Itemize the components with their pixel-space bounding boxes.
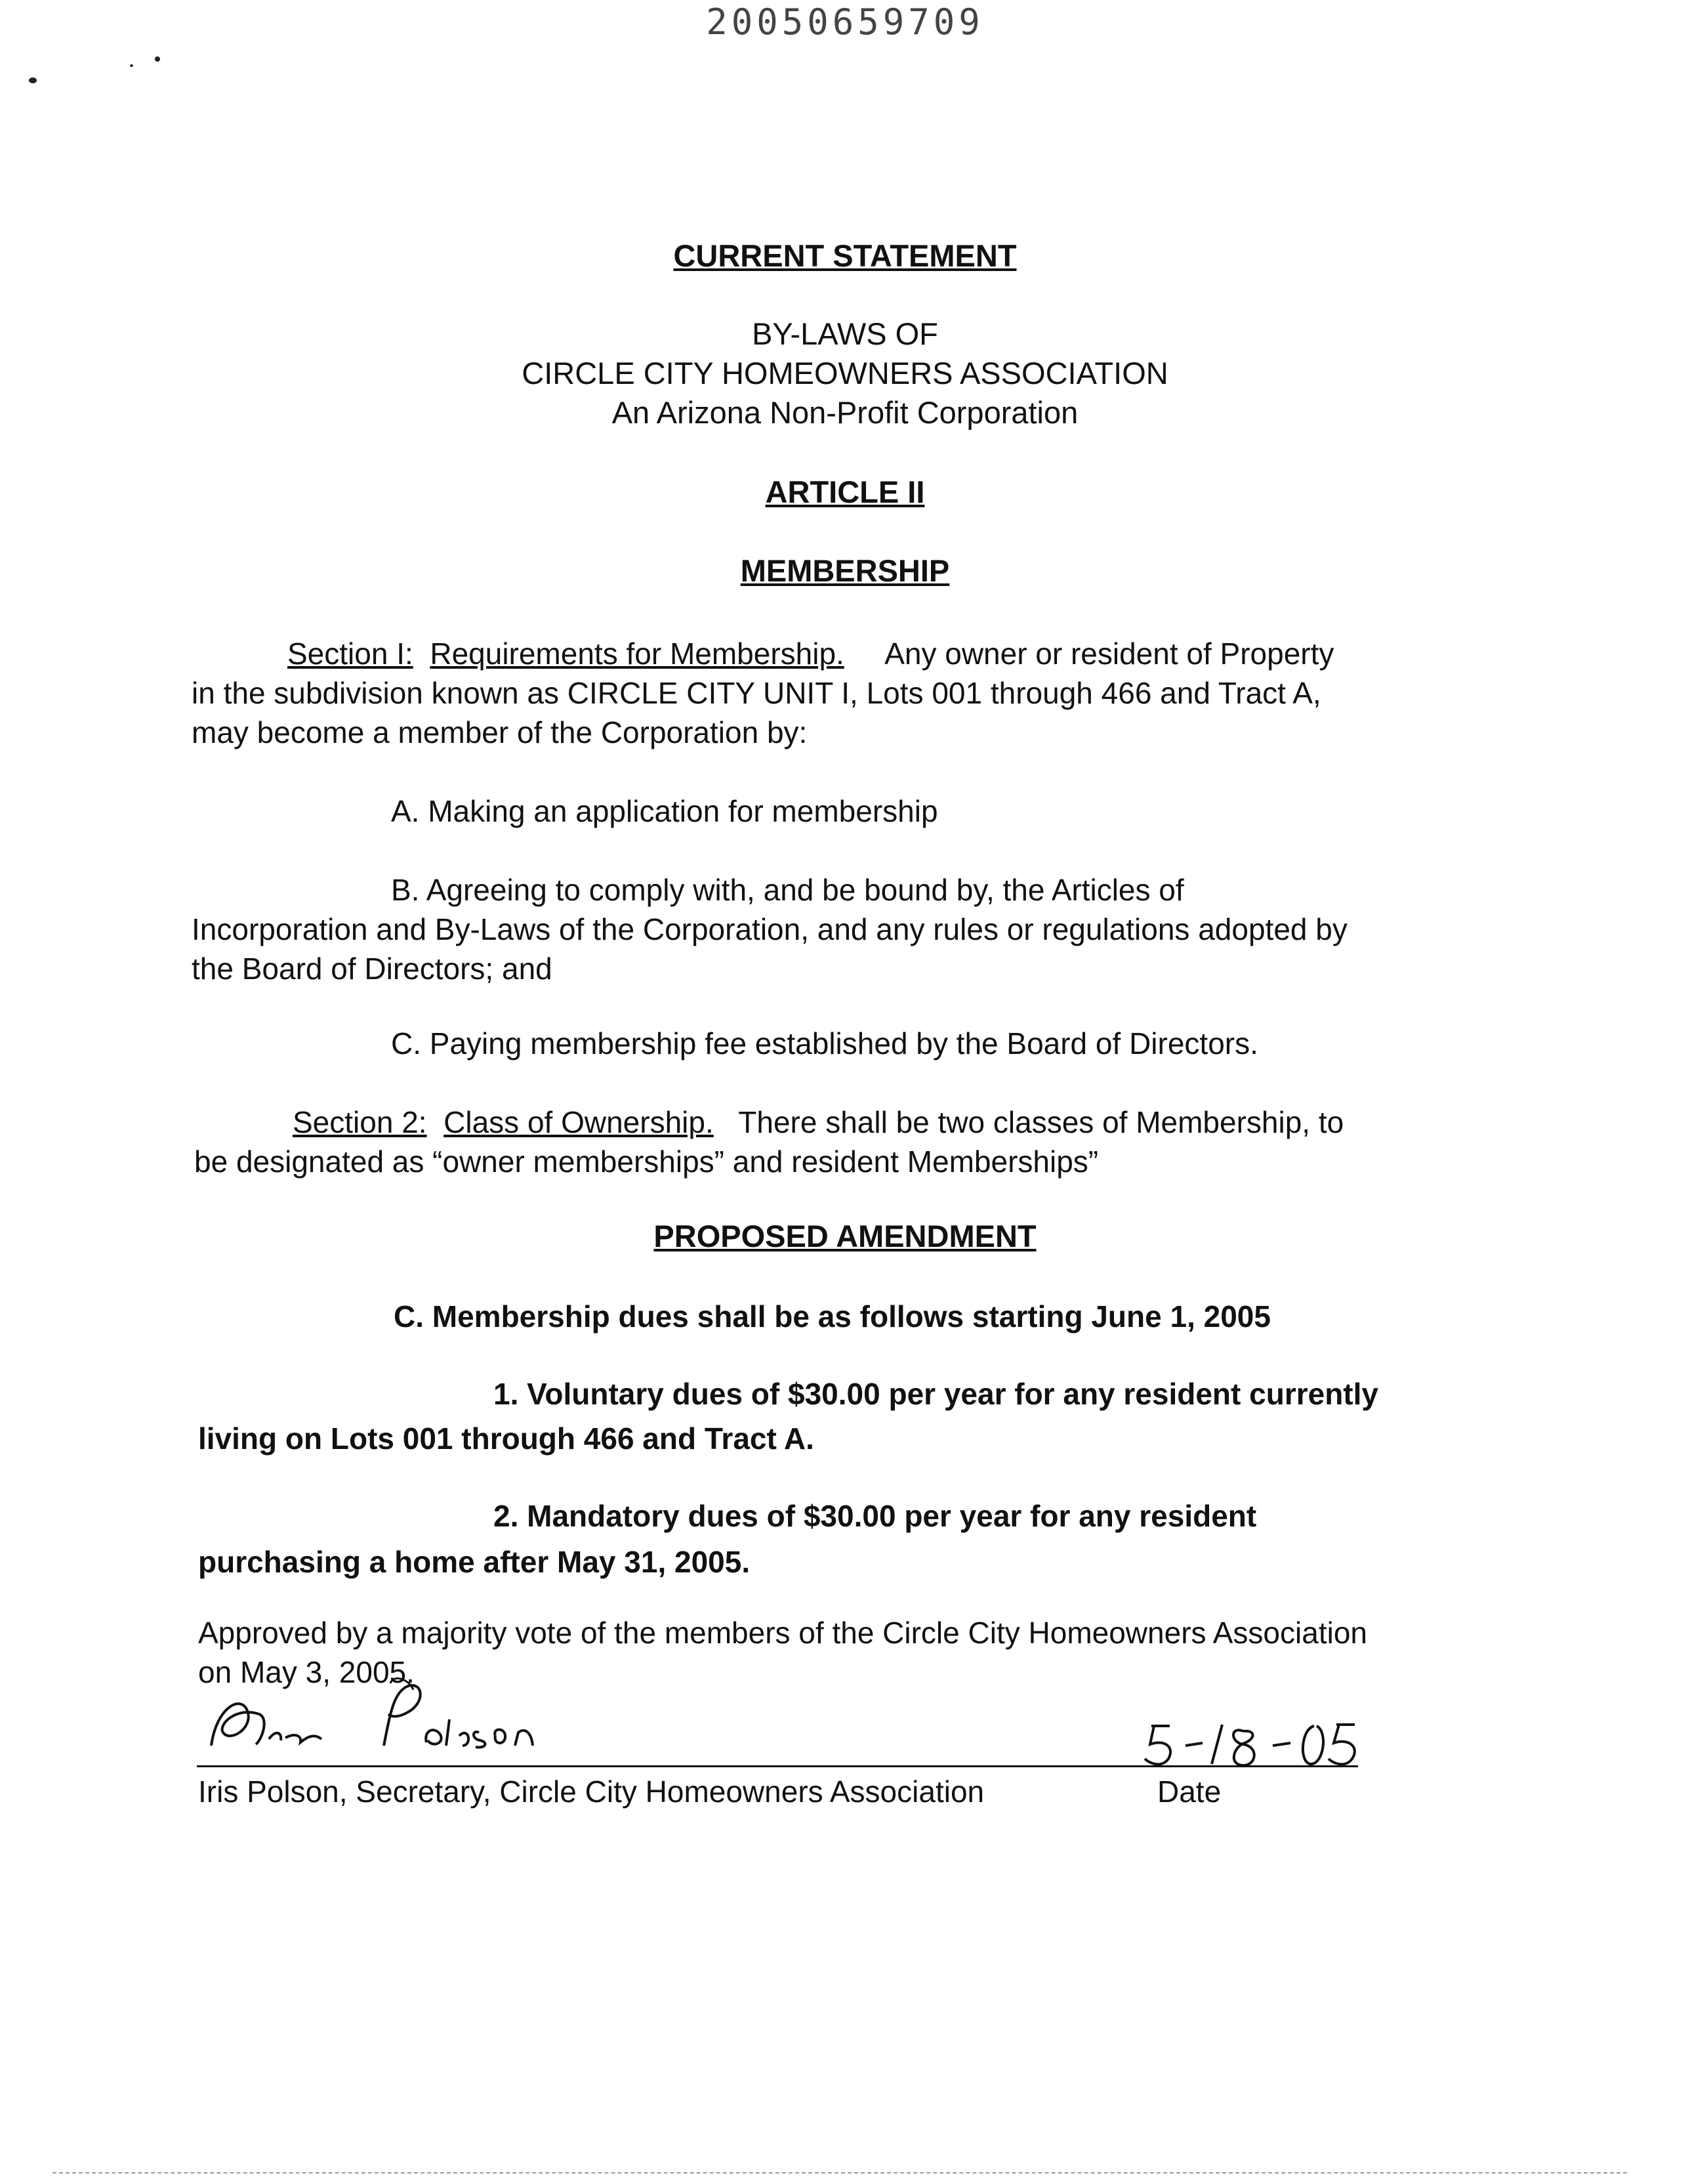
section-1-line-2: in the subdivision known as CIRCLE CITY UNIT I, Lots 001 through 466 and Tract A, [192,676,1321,710]
section-2-line-2: be designated as “owner memberships” and resident Memberships” [194,1144,1099,1179]
section-2-text: There shall be two classes of Membership, to [738,1105,1344,1139]
article-heading: ARTICLE II [765,474,925,509]
item-b-line-3: the Board of Directors; and [192,952,552,986]
section-1-label: Section I: [287,637,413,671]
current-statement-heading: CURRENT STATEMENT [673,238,1017,273]
handwritten-date [1138,1706,1374,1778]
amendment-c: C. Membership dues shall be as follows starting June 1, 2005 [394,1299,1271,1334]
section-1-line-1 [287,634,1334,673]
section-1-text: Any owner or resident of Property [884,637,1334,671]
approval-line-1: Approved by a majority vote of the members of the Circle City Homeowners Association [198,1616,1367,1650]
proposed-amendment-heading: PROPOSED AMENDMENT [653,1219,1037,1253]
scan-speck [29,77,37,83]
item-c: C. Paying membership fee established by the Board of Directors. [391,1026,1258,1060]
title-line-corporation: An Arizona Non-Profit Corporation [611,395,1079,430]
amendment-item-1-line-2: living on Lots 001 through 466 and Tract A. [198,1421,814,1456]
section-2-label: Section 2: [293,1105,427,1139]
item-b-line-2: Incorporation and By-Laws of the Corporation, and any rules or regulations adopted by [192,912,1348,946]
signer-caption: Iris Polson, Secretary, Circle City Homeowners Association [198,1774,985,1809]
title-line-bylaws: BY-LAWS OF [752,316,938,351]
title-line-association: CIRCLE CITY HOMEOWNERS ASSOCIATION [522,356,1168,390]
document-number: 20050659709 [706,1,984,43]
handwritten-signature [197,1667,590,1772]
amendment-item-1-line-1: 1. Voluntary dues of $30.00 per year for any resident currently [493,1377,1378,1411]
membership-heading: MEMBERSHIP [740,553,950,588]
signature-line [197,1765,1358,1767]
section-1-title: Requirements for Membership. [430,637,844,671]
scan-speck [155,56,160,62]
amendment-item-2-line-2: purchasing a home after May 31, 2005. [198,1545,751,1579]
approval-line-2: on May 3, 2005. [198,1655,415,1689]
item-a: A. Making an application for membership [391,794,938,828]
section-1-line-3: may become a member of the Corporation by: [192,715,808,749]
amendment-item-2-line-1: 2. Mandatory dues of $30.00 per year for any resident [493,1499,1257,1533]
scan-speck [130,64,133,67]
section-2-line-1 [293,1102,1344,1142]
scan-edge-noise [52,2172,1627,2175]
date-caption: Date [1157,1774,1222,1809]
item-b-line-1: B. Agreeing to comply with, and be bound by, the Articles of [391,873,1184,907]
section-2-title: Class of Ownership. [443,1105,714,1139]
